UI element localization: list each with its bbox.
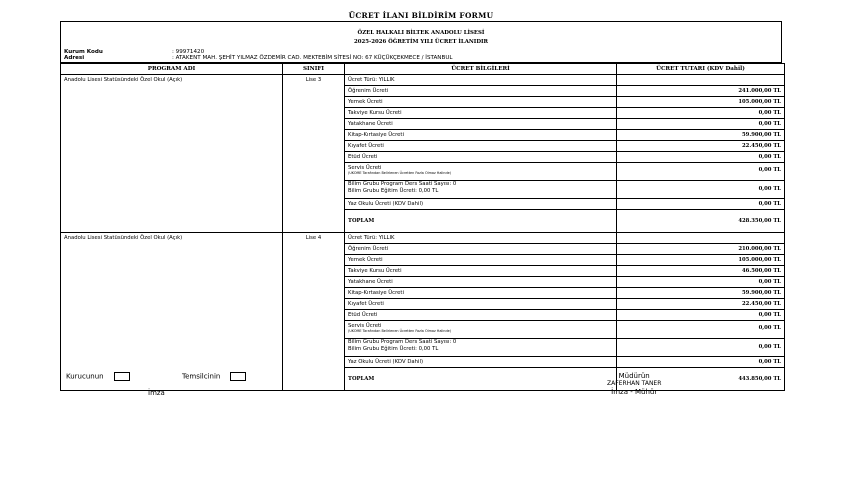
fee-type: Ücret Türü: YILLIK	[345, 233, 617, 244]
science-group-value: 0,00 TL	[617, 339, 785, 357]
fee-value: 210.000,00 TL	[617, 244, 785, 255]
service-fee-label: Servis Ücreti	[348, 165, 382, 171]
school-title-block	[61, 29, 781, 47]
fee-value: 105.000,00 TL	[617, 255, 785, 266]
service-fee-label: Servis Ücreti	[348, 323, 382, 329]
total-value: 428.350,00 TL	[617, 210, 785, 233]
signature-footer	[60, 372, 782, 412]
fee-label: Etüd Ücreti	[345, 152, 617, 163]
institution-code-label: Kurum Kodu	[64, 49, 103, 55]
address-row	[64, 55, 453, 62]
representative-checkbox[interactable]	[230, 372, 246, 381]
science-group-fee: Bilim Grubu Eğitim Ücreti: 0,00 TL	[348, 188, 439, 194]
header-class: SINIFI	[283, 64, 345, 75]
fee-notice-form	[60, 11, 782, 391]
service-fee-note: (UKOME Tarafından Belirlenen Ücretten Fazla Olmaz Halinde)	[348, 171, 452, 175]
header-program: PROGRAM ADI	[61, 64, 283, 75]
fee-label: Öğrenim Ücreti	[345, 244, 617, 255]
fee-label: Etüd Ücreti	[345, 310, 617, 321]
fee-type: Ücret Türü: YILLIK	[345, 75, 617, 86]
founder-label: Kurucunun	[66, 372, 104, 381]
science-group-cell	[345, 181, 617, 199]
fee-value: 105.000,00 TL	[617, 97, 785, 108]
form-header	[60, 21, 782, 63]
institution-code-value: : 99971420	[172, 49, 205, 55]
representative-label: Temsilcinin	[182, 372, 221, 381]
fee-value: 59.900,00 TL	[617, 130, 785, 141]
science-group-cell	[345, 339, 617, 357]
science-group-hours: Bilim Grubu Program Ders Saati Sayısı: 0	[348, 339, 457, 345]
class-name: Lise 4	[283, 233, 345, 391]
service-fee-note: (UKOME Tarafından Belirlenen Ücretten Fazla Olmaz Halinde)	[348, 329, 452, 333]
fee-label: Öğrenim Ücreti	[345, 86, 617, 97]
fee-value: 0,00 TL	[617, 310, 785, 321]
address-label: Adresi	[64, 55, 85, 61]
fee-label: Yemek Ücreti	[345, 255, 617, 266]
fee-value: 22.450,00 TL	[617, 141, 785, 152]
principal-signature: İmza - Mühür	[611, 388, 658, 396]
fee-value: 0,00 TL	[617, 277, 785, 288]
header-fee-amount: ÜCRET TUTARI (KDV Dahil)	[617, 64, 785, 75]
representative-field	[182, 372, 246, 381]
fee-value: 0,00 TL	[617, 119, 785, 130]
fee-label: Kitap-Kırtasiye Ücreti	[345, 130, 617, 141]
fee-value: 46.500,00 TL	[617, 266, 785, 277]
table-row	[61, 75, 785, 86]
table-header-row	[61, 64, 785, 75]
year-title: 2025-2026 ÖĞRETİM YILI ÜCRET İLANIDIR	[353, 39, 489, 45]
fee-value: 241.000,00 TL	[617, 86, 785, 97]
science-group-fee: Bilim Grubu Eğitim Ücreti: 0,00 TL	[348, 346, 439, 352]
summer-school-label: Yaz Okulu Ücreti (KDV Dahil)	[345, 199, 617, 210]
fee-label: Kıyafet Ücreti	[345, 299, 617, 310]
signature-label: İmza	[148, 389, 165, 397]
service-fee-cell	[345, 321, 617, 339]
group-lise-3	[61, 75, 785, 233]
fee-value: 0,00 TL	[617, 108, 785, 119]
principal-name: ZAFERHAN TANER	[607, 380, 662, 387]
summer-school-label: Yaz Okulu Ücreti (KDV Dahil)	[345, 357, 617, 368]
summer-school-value: 0,00 TL	[617, 199, 785, 210]
school-name: ÖZEL HALKALI BİLTEK ANADOLU LİSESİ	[357, 30, 485, 36]
fee-value: 22.450,00 TL	[617, 299, 785, 310]
table-row	[61, 233, 785, 244]
science-group-hours: Bilim Grubu Program Ders Saati Sayısı: 0	[348, 181, 457, 187]
total-label: TOPLAM	[345, 368, 617, 391]
fee-label: Kıyafet Ücreti	[345, 141, 617, 152]
principal-title: Müdürün	[618, 372, 650, 380]
class-name: Lise 3	[283, 75, 345, 233]
fee-value: 0,00 TL	[617, 152, 785, 163]
service-fee-cell	[345, 163, 617, 181]
total-label: TOPLAM	[345, 210, 617, 233]
fee-label: Takviye Kursu Ücreti	[345, 266, 617, 277]
header-fee-info: ÜCRET BİLGİLERİ	[345, 64, 617, 75]
fee-value: 59.900,00 TL	[617, 288, 785, 299]
program-name: Anadolu Lisesi Statüsündeki Özel Okul (Açık)	[61, 233, 283, 391]
science-group-value: 0,00 TL	[617, 181, 785, 199]
total-value: 443.850,00 TL	[617, 368, 785, 391]
founder-field	[66, 372, 130, 381]
fee-label: Yatakhane Ücreti	[345, 119, 617, 130]
founder-checkbox[interactable]	[114, 372, 130, 381]
service-fee-value: 0,00 TL	[617, 321, 785, 339]
service-fee-value: 0,00 TL	[617, 163, 785, 181]
program-name: Anadolu Lisesi Statüsündeki Özel Okul (Açık)	[61, 75, 283, 233]
fee-label: Yemek Ücreti	[345, 97, 617, 108]
group-lise-4	[61, 233, 785, 391]
fee-label: Yatakhane Ücreti	[345, 277, 617, 288]
form-title: ÜCRET İLANI BİLDİRİM FORMU	[348, 11, 494, 20]
fee-label: Takviye Kursu Ücreti	[345, 108, 617, 119]
principal-block	[607, 372, 661, 396]
fee-label: Kitap-Kırtasiye Ücreti	[345, 288, 617, 299]
address-value: : ATAKENT MAH. ŞEHİT YILMAZ ÖZDEMİR CAD. MEKTEBİM SİTESİ NO: 67 KÜÇÜKÇEKMECE / İSTANBUL	[172, 55, 453, 61]
summer-school-value: 0,00 TL	[617, 357, 785, 368]
fee-table	[60, 63, 785, 391]
